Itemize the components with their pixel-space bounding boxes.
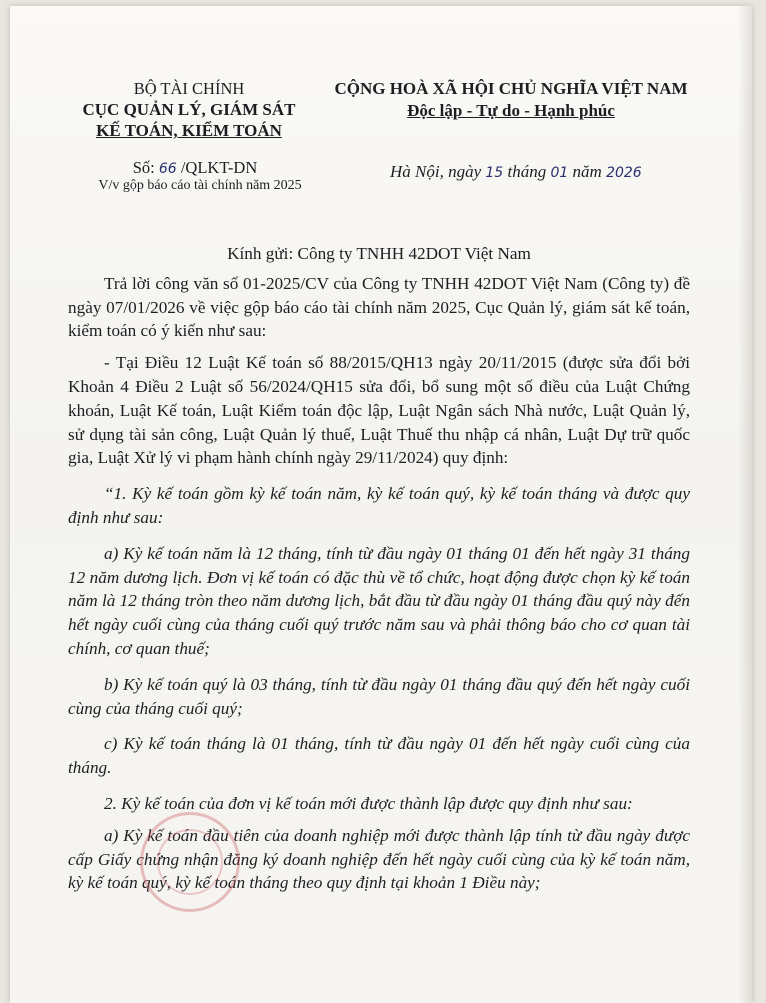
number-suffix: /QLKT-DN [180,158,258,177]
law-reference-paragraph: - Tại Điều 12 Luật Kế toán số 88/2015/QH13 ngày 20/11/2015 (được sửa đổi bởi Khoản 4 Điều 2 Luật số 56/2024/QH15 sửa đổi, bổ sung một số điều của Luật Chứng khoán, Luật Kế toán, Luật Kiểm toán độc lập, Luật Ngân sách Nhà nước, Luật Quản lý, sử dụng tài sản công, Luật Quản lý thuế, Luật Thuế thu nhập cá nhân, Luật Dự trữ quốc gia, Luật Xử lý vi phạm hành chính ngày 29/11/2024) quy định: [68,353,690,468]
number-label: Số: [132,158,155,177]
document-page [10,6,752,1003]
date-year: 2026 [606,165,642,181]
recipient-line: Kính gửi: Công ty TNHH 42DOT Việt Nam [227,244,531,263]
quote-clause-2: 2. Kỳ kế toán của đơn vị kế toán mới được thành lập được quy định như sau: [104,793,633,813]
date-day: 15 [485,165,504,181]
letter-body [68,242,690,895]
quote-clause-2a: a) Kỳ kế toán đầu tiên của doanh nghiệp mới được thành lập tính từ đầu ngày được cấp Giấy chứng nhận đăng ký doanh nghiệp đến hết ngày cuối cùng của kỳ kế toán năm, kỳ kế toán quý, kỳ kế toán tháng theo quy định tại khoản 1 Điều này; [68,825,690,893]
ministry-name: BỘ TÀI CHÍNH [133,79,245,98]
number-handwritten: 66 [158,161,177,177]
date-year-label: năm [572,162,602,181]
page-edge-shadow [738,6,752,1003]
nation-title: CỘNG HOÀ XÃ HỘI CHỦ NGHĨA VIỆT NAM [334,79,688,98]
national-motto: Độc lập - Tự do - Hạnh phúc [407,101,615,120]
date-place: Hà Nội, ngày [390,162,482,181]
department-name-line2: KẾ TOÁN, KIỂM TOÁN [96,121,282,140]
quote-clause-1c: c) Kỳ kế toán tháng là 01 tháng, tính từ đầu ngày 01 đến hết ngày cuối cùng của tháng. [68,734,690,778]
date-line [390,162,710,182]
document-subject: V/v gộp báo cáo tài chính năm 2025 [98,178,302,193]
quote-clause-1: “1. Kỳ kế toán gồm kỳ kế toán năm, kỳ kế toán quý, kỳ kế toán tháng và được quy định như sau: [68,484,690,527]
date-month-label: tháng [507,162,547,181]
quote-clause-1a: a) Kỳ kế toán năm là 12 tháng, tính từ đầu ngày 01 tháng 01 đến hết ngày 31 tháng 12 năm dương lịch. Đơn vị kế toán có đặc thù về tổ chức, hoạt động được chọn kỳ kế toán năm là 12 tháng tròn theo năm dương lịch, bắt đầu từ đầu ngày 01 tháng đầu quý này đến hết ngày cuối cùng của tháng cuối quý trước năm sau và phải thông báo cho cơ quan tài chính, cơ quan thuế; [68,543,690,658]
national-header [316,78,706,122]
faded-seal-stamp [140,812,240,912]
date-month: 01 [550,165,569,181]
document-number [80,158,310,178]
issuer-header [64,78,314,141]
intro-paragraph: Trả lời công văn số 01-2025/CV của Công ty TNHH 42DOT Việt Nam (Công ty) đề ngày 07/01/2026 về việc gộp báo cáo tài chính năm 2025, Cục Quản lý, giám sát kế toán, kiểm toán có ý kiến như sau: [68,273,690,341]
department-name-line1: CỤC QUẢN LÝ, GIÁM SÁT [82,100,296,119]
quote-clause-1b: b) Kỳ kế toán quý là 03 tháng, tính từ đầu ngày 01 tháng đầu quý đến hết ngày cuối cùng của tháng cuối quý; [68,674,690,718]
